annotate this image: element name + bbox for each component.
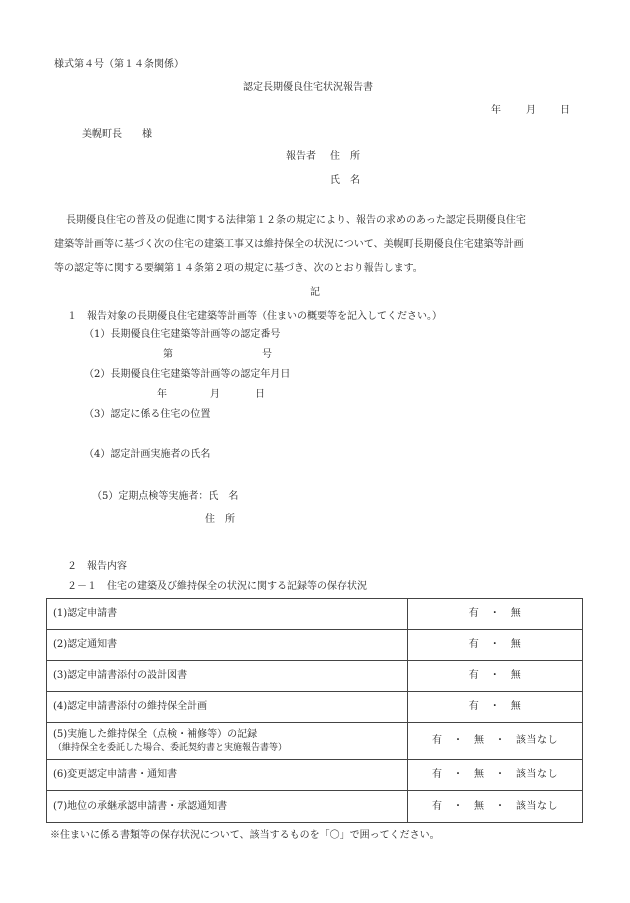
reporter-label: 報告者	[286, 151, 316, 162]
row-options[interactable]: 有 ・ 無 ・ 該当なし	[408, 723, 583, 760]
records-status-table	[46, 598, 583, 823]
row-options[interactable]: 有 ・ 無	[408, 692, 583, 723]
row-item-label: (4)認定申請書添付の維持保全計画	[47, 692, 408, 723]
row-item-label: (5)実施した維持保全（点検・補修等）の記録	[53, 729, 258, 741]
section1-item4: （4）認定計画実施者の氏名	[84, 449, 211, 460]
intro-line-1: 長期優良住宅の普及の促進に関する法律第１２条の規定により、報告の求めのあった認定長期優良住宅	[66, 215, 526, 226]
cert-date-year: 年	[157, 389, 167, 400]
table-row	[47, 791, 583, 823]
section2-subheading: ２－１ 住宅の建築及び維持保全の状況に関する記録等の保存状況	[67, 581, 367, 592]
row-item-label: (3)認定申請書添付の設計図書	[47, 661, 408, 692]
date-month: 月	[526, 105, 536, 116]
section1-item2: （2）長期優良住宅建築等計画等の認定年月日	[84, 369, 291, 380]
cert-number-suffix: 号	[262, 349, 272, 360]
table-row	[47, 661, 583, 692]
row-item-label-group	[47, 723, 408, 760]
row-options[interactable]: 有 ・ 無	[408, 630, 583, 661]
footnote: ※住まいに係る書類等の保存状況について、該当するものを「〇」で囲ってください。	[50, 830, 440, 841]
row-options[interactable]: 有 ・ 無	[408, 599, 583, 630]
reporter-address-label: 住 所	[330, 151, 360, 162]
section1-item5-address: 住 所	[205, 514, 235, 525]
row-options[interactable]: 有 ・ 無 ・ 該当なし	[408, 760, 583, 791]
reporter-name-label: 氏 名	[330, 175, 360, 186]
table-row	[47, 599, 583, 630]
section1-item5: （5）定期点検等実施者：氏 名	[92, 491, 239, 502]
section1-item1: （1）長期優良住宅建築等計画等の認定番号	[84, 329, 281, 340]
row-options[interactable]: 有 ・ 無	[408, 661, 583, 692]
section2-heading: ２ 報告内容	[67, 561, 127, 572]
section1-item3: （3）認定に係る住宅の位置	[84, 409, 211, 420]
cert-date-day: 日	[255, 389, 265, 400]
date-day: 日	[560, 105, 570, 116]
row-item-label: (7)地位の承継承認申請書・承認通知書	[47, 791, 408, 823]
table-row	[47, 630, 583, 661]
row-item-label: (2)認定通知書	[47, 630, 408, 661]
section1-heading: １ 報告対象の長期優良住宅建築等計画等（住まいの概要等を記入してください。）	[67, 311, 442, 322]
form-label: 様式第４号（第１４条関係）	[54, 59, 184, 70]
row-item-label: (6)変更認定申請書・通知書	[47, 760, 408, 791]
row-item-label: (1)認定申請書	[47, 599, 408, 630]
addressee-name: 美幌町長	[82, 129, 122, 140]
table-row	[47, 760, 583, 791]
ki-marker: 記	[310, 287, 320, 298]
row-item-sublabel: （維持保全を委託した場合、委託契約書と実施報告書等）	[53, 742, 288, 753]
intro-line-2: 建築等計画等に基づく次の住宅の建築工事又は維持保全の状況について、美幌町長期優良住宅建築等計画	[54, 239, 524, 250]
document-title: 認定長期優良住宅状況報告書	[243, 82, 373, 93]
date-year: 年	[491, 105, 501, 116]
addressee-honorific: 様	[142, 129, 152, 140]
row-options[interactable]: 有 ・ 無 ・ 該当なし	[408, 791, 583, 823]
table-row	[47, 692, 583, 723]
intro-line-3: 等の認定等に関する要綱第１４条第２項の規定に基づき、次のとおり報告します。	[54, 263, 423, 274]
table-row	[47, 723, 583, 760]
cert-date-month: 月	[210, 389, 220, 400]
cert-number-prefix: 第	[163, 349, 173, 360]
